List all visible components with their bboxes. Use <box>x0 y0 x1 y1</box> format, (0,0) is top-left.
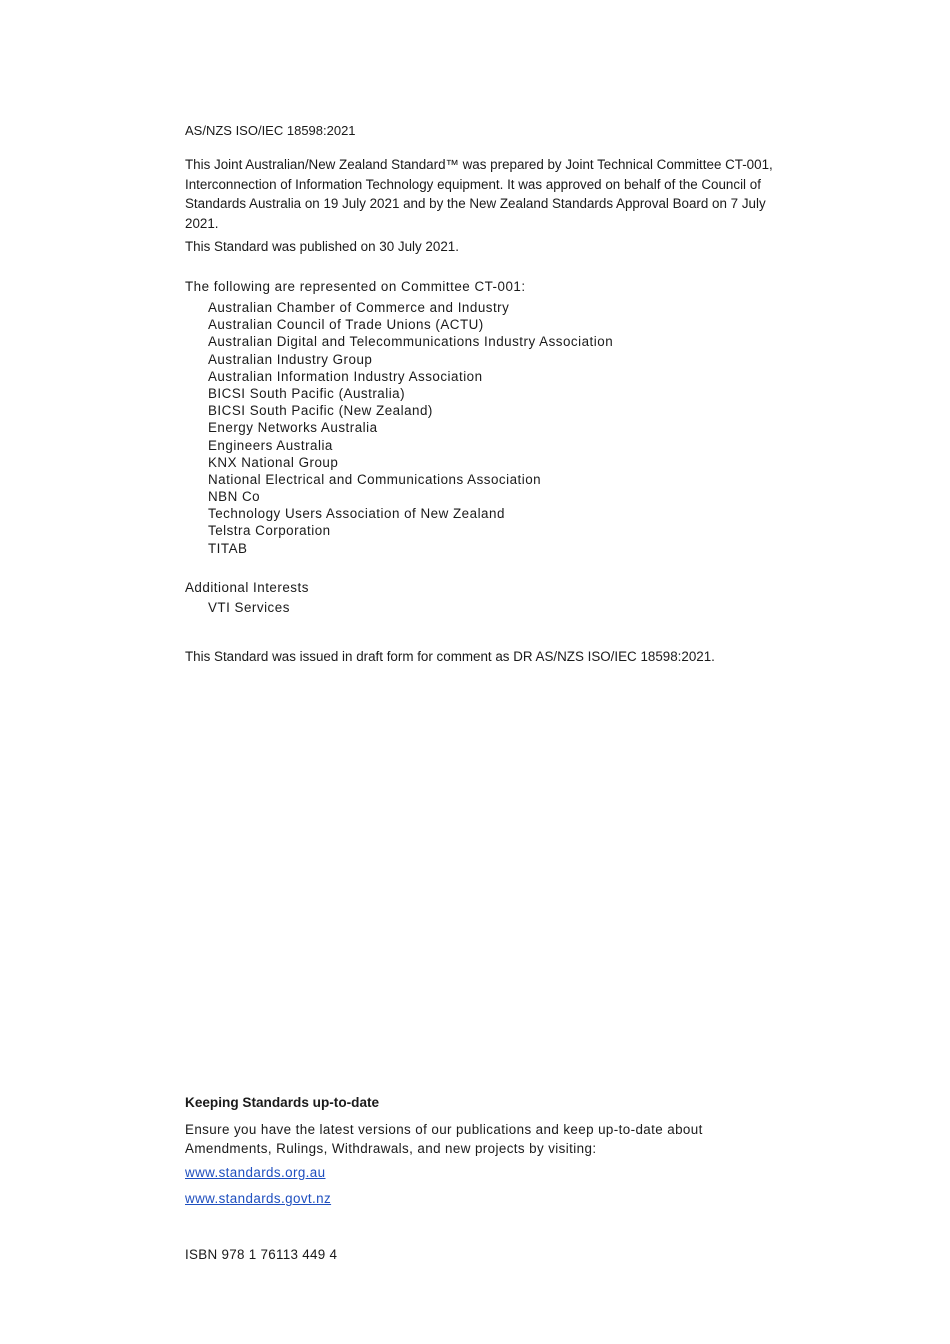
list-item: BICSI South Pacific (Australia) <box>208 385 406 401</box>
list-item: Australian Chamber of Commerce and Industry <box>208 300 510 315</box>
list-item: Australian Council of Trade Unions (ACTU) <box>208 317 484 333</box>
list-item: TITAB <box>208 540 248 556</box>
list-item: KNX National Group <box>208 454 339 470</box>
list-item: Technology Users Association of New Zealand <box>208 506 505 522</box>
isbn-number: ISBN 978 1 76113 449 4 <box>185 1247 338 1262</box>
published-date-text: This Standard was published on 30 July 2021. <box>185 239 459 254</box>
list-item: Australian Industry Group <box>208 351 373 367</box>
list-item: Telstra Corporation <box>208 523 331 539</box>
additional-interests-list <box>208 599 290 616</box>
committee-heading: The following are represented on Committee CT-001: <box>185 279 526 294</box>
draft-note: This Standard was issued in draft form for comment as DR AS/NZS ISO/IEC 18598:2021. <box>185 649 715 664</box>
list-item: BICSI South Pacific (New Zealand) <box>208 403 433 419</box>
list-item: Energy Networks Australia <box>208 420 378 436</box>
standard-number: AS/NZS ISO/IEC 18598:2021 <box>185 123 356 138</box>
keeping-up-to-date-heading: Keeping Standards up-to-date <box>185 1095 380 1110</box>
list-item: NBN Co <box>208 489 261 505</box>
standards-australia-link[interactable]: www.standards.org.au <box>185 1165 326 1180</box>
list-item: VTI Services <box>208 600 290 615</box>
list-item: Engineers Australia <box>208 437 333 453</box>
committee-member-list <box>208 299 613 557</box>
additional-interests-heading: Additional Interests <box>185 580 309 595</box>
intro-paragraph: This Joint Australian/New Zealand Standard™ was prepared by Joint Technical Committee CT-001, Interconnection of Information Technology equipment. It was approved on behalf of the Council of Standards Australia on 19 July 2021 and by the New Zealand Standards Approval Board on 7 July 2021. <box>185 157 773 231</box>
list-item: Australian Information Industry Association <box>208 368 483 384</box>
list-item: Australian Digital and Telecommunications Industry Association <box>208 334 614 350</box>
standards-new-zealand-link[interactable]: www.standards.govt.nz <box>185 1191 332 1206</box>
list-item: National Electrical and Communications Association <box>208 471 542 487</box>
keeping-up-to-date-text: Ensure you have the latest versions of our publications and keep up-to-date about Amendments, Rulings, Withdrawals, and new projects by visiting: <box>185 1122 703 1156</box>
